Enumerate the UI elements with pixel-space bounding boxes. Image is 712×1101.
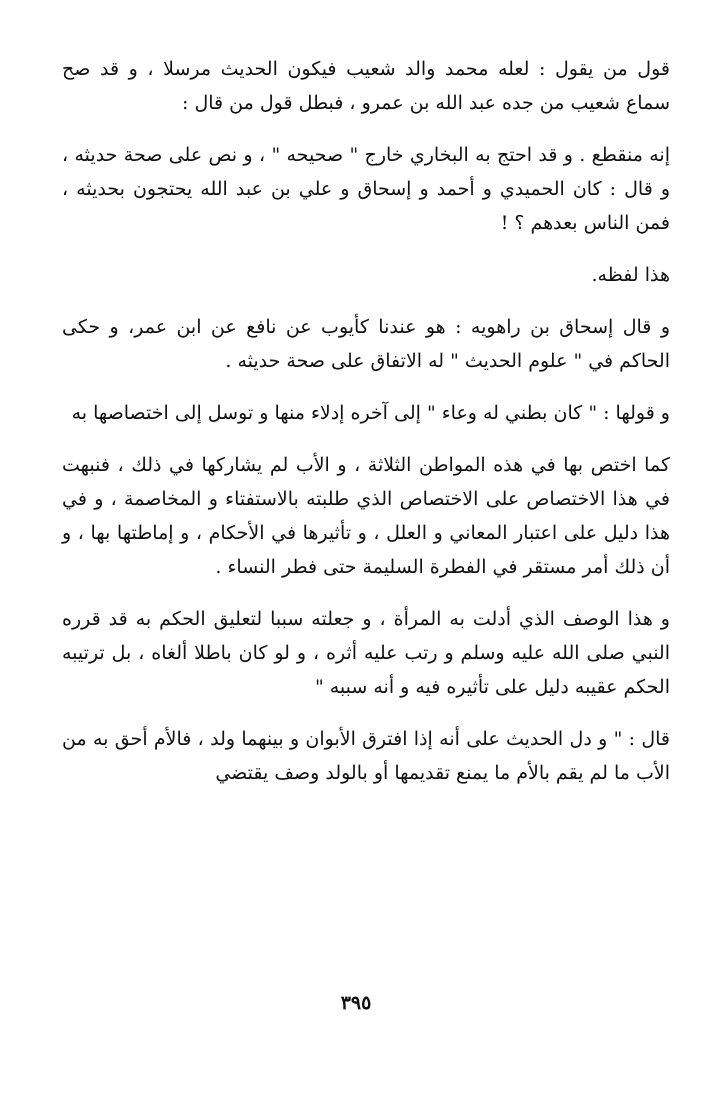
paragraph-5: و قولها : " كان بطني له وعاء " إلى آخره إدلاء منها و توسل إلى اختصاصها به	[71, 402, 670, 424]
paragraph-6: كما اختص بها في هذه المواطن الثلاثة ، و الأب لم يشاركها في ذلك ، فنبهت في هذا الاختصاص على الاختصاص الذي طلبته بالاستفتاء و المخاصمة ، و في هذا دليل على اعتبار المعاني و العلل ، و تأثيرها في الأحكام ، و إماطتها بها ، و أن ذلك أمر مستقر في الفطرة السليمة حتى فطر النساء .	[62, 454, 670, 578]
page-body-text	[62, 52, 670, 808]
paragraph-8: قال : " و دل الحديث على أنه إذا افترق الأبوان و بينهما ولد ، فالأم أحق به من الأب ما لم يقم بالأم ما يمنع تقديمها أو بالولد وصف يقتضي	[62, 728, 670, 784]
paragraph-2: إنه منقطع . و قد احتج به البخاري خارج " صحيحه " ، و نص على صحة حديثه ، و قال : كان الحميدي و أحمد و إسحاق و علي بن عبد الله يحتجون بحديثه ، فمن الناس بعدهم ؟ !	[62, 144, 670, 234]
paragraph-7: و هذا الوصف الذي أدلت به المرأة ، و جعلته سببا لتعليق الحكم به قد قرره النبي صلى الله عليه وسلم و رتب عليه أثره ، و لو كان باطلا ألغاه ، بل ترتيبه الحكم عقيبه دليل على تأثيره فيه و أنه سببه "	[62, 608, 670, 698]
page-number: ٣٩٥	[340, 992, 372, 1014]
paragraph-4: و قال إسحاق بن راهويه : هو عندنا كأيوب عن نافع عن ابن عمر، و حكى الحاكم في " علوم الحديث " له الاتفاق على صحة حديثه .	[62, 316, 670, 372]
paragraph-1: قول من يقول : لعله محمد والد شعيب فيكون الحديث مرسلا ، و قد صح سماع شعيب من جده عبد الله بن عمرو ، فبطل قول من قال :	[62, 58, 670, 114]
paragraph-3: هذا لفظه.	[591, 264, 670, 286]
